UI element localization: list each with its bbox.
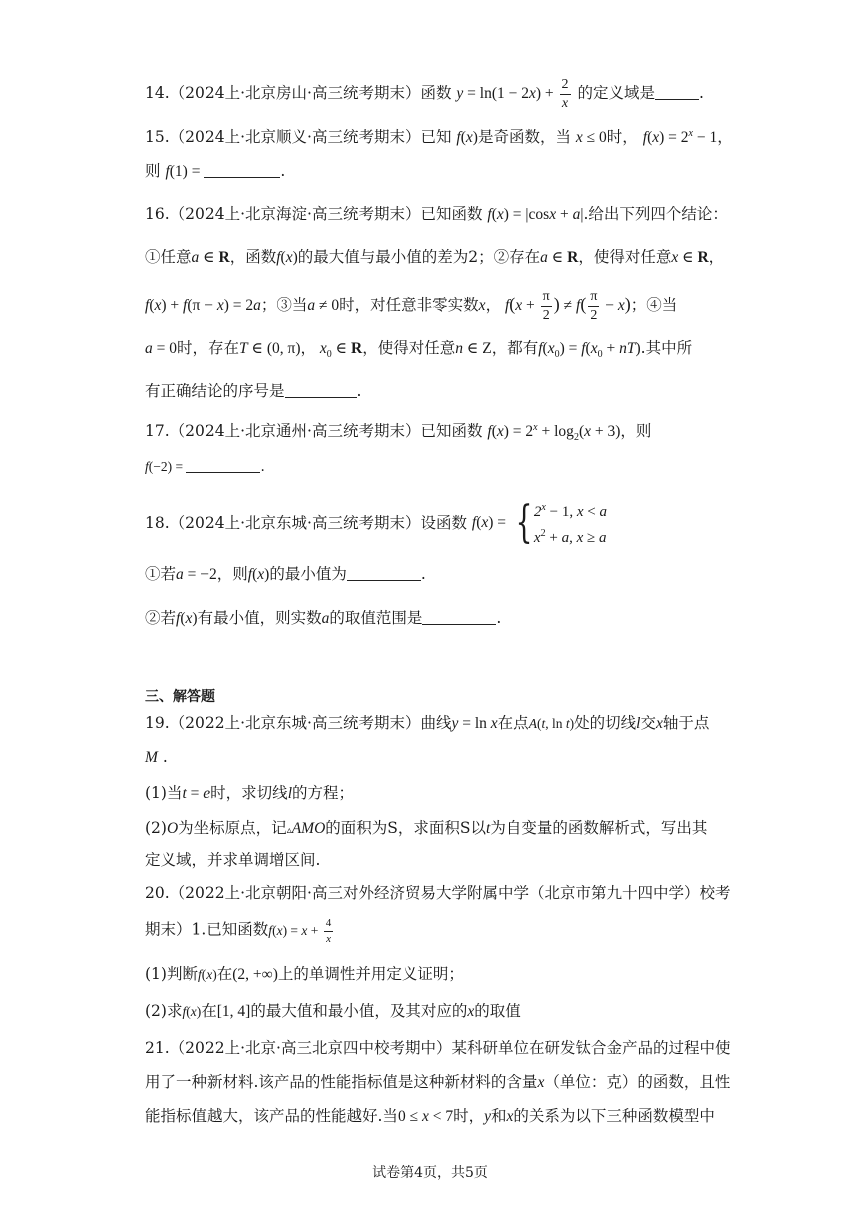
- q16-math: a = 0: [145, 340, 177, 357]
- answer-blank: [285, 382, 357, 398]
- q21-text: 的关系为以下三种函数模型中: [513, 1107, 715, 1125]
- q20-math: x: [467, 1003, 475, 1020]
- q19-text: (2): [145, 819, 167, 837]
- q19-math: x: [655, 715, 663, 732]
- question-20-part2: [145, 1000, 748, 1023]
- q21-text: 和: [491, 1107, 507, 1125]
- question-15: [145, 123, 748, 149]
- q18-math: a: [321, 610, 330, 627]
- q21-math: x: [506, 1108, 514, 1125]
- q20-math: (2, +∞): [232, 966, 278, 983]
- q15-mid2: 时，: [606, 128, 638, 147]
- q16-text: ；③当: [260, 296, 308, 315]
- q19-text: 19.（2022上·北京东城·高三统考期末）曲线: [145, 714, 452, 732]
- q19-text: 为自变量的函数解析式，写出其: [490, 819, 708, 837]
- question-16-line3: [145, 289, 748, 323]
- question-19-part2: [145, 817, 748, 842]
- q16-text: 的最大值与最小值的差为2；②存在: [297, 248, 541, 266]
- answer-blank: [204, 162, 280, 178]
- q21-text: 21.（2022上·北京·高三北京四中校考期中）某科研单位在研发钛合金产品的过程中使: [145, 1039, 731, 1057]
- q19-text: 定义域，并求单调增区间.: [145, 851, 321, 869]
- question-19-part2-line2: [145, 849, 748, 871]
- q14-suffix: 的定义域是: [577, 84, 655, 103]
- q20-math: [1, 4]: [216, 1003, 251, 1020]
- q16-math: a ∈ R: [540, 249, 579, 266]
- section-heading: 三、解答题: [145, 689, 215, 705]
- q19-math: t: [486, 820, 491, 837]
- q16-text: ①任意: [145, 248, 192, 266]
- q19-text: 轴于点: [662, 714, 710, 732]
- q20-formula: f(x) = x + $\frac{4}{x}$: [268, 917, 332, 945]
- q16-math: a ≠ 0: [307, 297, 340, 315]
- q18-text: ②若: [145, 609, 177, 627]
- q21-math: x: [537, 1074, 545, 1091]
- q18-formula: f(x) =: [471, 514, 510, 531]
- q20-math: f(x): [182, 1004, 202, 1019]
- question-17: [145, 417, 748, 449]
- question-14: 14.（2024上·北京房山·高三统考期末）函数 y = ln(1 − 2x) + $\frac{2}{x}$ 的定义域是 .: [145, 77, 704, 111]
- q16-formula: f(x) = |cosx + a|: [487, 206, 584, 223]
- q15-line2-prefix: 则: [145, 162, 161, 180]
- q16-text: .其中所: [640, 339, 693, 357]
- q17-suffix: ，则: [620, 422, 652, 441]
- q20-text: (2)求: [145, 1002, 183, 1020]
- q19-math: O: [166, 820, 179, 837]
- q19-math: y = ln x: [451, 715, 498, 732]
- answer-blank: [655, 84, 699, 100]
- q21-text: 时，: [453, 1107, 485, 1125]
- q20-text: (1)判断: [145, 965, 198, 983]
- q19-math: ▵AMO: [286, 820, 326, 837]
- q20-text: 20.（2022上·北京朝阳·高三对外经济贸易大学附属中学（北京市第九十四中学）校考: [145, 884, 731, 902]
- q16-text: ；④当: [630, 296, 678, 315]
- q16-prefix: 16.（2024上·北京海淀·高三统考期末）已知函数: [145, 205, 483, 223]
- q16-math: a ∈ R: [191, 249, 230, 266]
- brace-icon: {: [515, 497, 533, 548]
- q19-text: 的面积为S，求面积S以: [325, 819, 487, 837]
- q17-formula: $f(x) = 2^x + \log_2(x + 3)$: [487, 422, 621, 444]
- question-18-sub2: ②若f(x)有最小值，则实数a的取值范围是 .: [145, 609, 502, 627]
- question-16-line4: [145, 337, 748, 366]
- q16-text: ，都有: [491, 339, 539, 357]
- q16-math: T ∈ (0, π)， $x_0$ ∈ R: [239, 340, 363, 361]
- q19-text: 的方程；: [292, 784, 355, 802]
- question-18-sub1: ①若a = −2，则f(x)的最小值为 .: [145, 565, 426, 583]
- q18-text: 的最小值为: [269, 565, 347, 583]
- q20-text: 在: [201, 1002, 217, 1020]
- q16-math: x ∈ R，: [671, 249, 725, 266]
- question-17-line2: f(−2) = .: [145, 459, 265, 475]
- q18-text: ，则: [216, 565, 248, 583]
- question-20-line2: [145, 918, 748, 948]
- page-footer: 试卷第4页，共5页: [372, 1165, 488, 1181]
- q21-text: （单位：克）的函数，且性: [544, 1073, 731, 1091]
- q15-def: $f(x) = 2^x - 1$，: [642, 128, 733, 147]
- q19-math: l: [636, 715, 641, 732]
- q14-formula: y = ln(1 − 2x) + $\frac{2}{x}$: [456, 77, 569, 111]
- q20-text: 的最大值和最小值，及其对应的: [250, 1002, 468, 1020]
- question-16-line5: 有正确结论的序号是 .: [145, 382, 362, 400]
- q18-math: f(x): [176, 610, 198, 627]
- q16-math: f(x) + f(π − x) = 2a: [145, 297, 261, 315]
- question-19-part1: [145, 782, 748, 805]
- q16-text: ，使得对任意: [362, 339, 456, 357]
- question-19: [145, 712, 748, 735]
- question-21: [145, 1037, 748, 1059]
- q21-text: 用了一种新材料.该产品的性能指标值是这种新材料的含量: [145, 1073, 538, 1091]
- q18-prefix: 18.（2024上·北京东城·高三统考期末）设函数: [145, 514, 467, 532]
- question-18: [145, 497, 748, 548]
- q17-fm2: f(−2) =: [145, 459, 187, 474]
- q15-prefix: 15.（2024上·北京顺义·高三统考期末）已知: [145, 128, 452, 147]
- question-19-line2: M .: [145, 748, 168, 766]
- q15-cond: x ≤ 0: [575, 129, 607, 147]
- q16-math: n ∈ Z: [455, 340, 492, 357]
- q19-math: l: [287, 785, 292, 802]
- q19-text: (1)当: [145, 784, 183, 802]
- question-16-line2: [145, 246, 748, 269]
- q16-text: ，使得对任意: [578, 248, 672, 266]
- q19-text: 交: [640, 714, 656, 732]
- q18-text: 有最小值，则实数: [197, 609, 322, 627]
- q17-prefix: 17.（2024上·北京通州·高三统考期末）已知函数: [145, 422, 483, 441]
- q20-math: f(x): [197, 967, 217, 982]
- question-15-line2: 则 f(1) = .: [145, 162, 286, 180]
- q16-suffix: .给出下列四个结论：: [583, 205, 728, 223]
- question-20-part1: [145, 963, 748, 986]
- q14-prefix: 14.（2024上·北京房山·高三统考期末）函数: [145, 84, 452, 103]
- q19-math: M: [145, 749, 158, 766]
- q16-math: x， f(x + $\frac{\pi}{2}$ ) ≠ f( $\frac{\pi}{2}$ − x): [478, 289, 631, 323]
- q20-text: 的取值: [474, 1002, 521, 1020]
- question-16: [145, 203, 748, 226]
- q21-text: 能指标值越大，该产品的性能越好.当: [145, 1107, 398, 1125]
- q18-cases: $2^x - 1$, x < a $x^2 + a$, x ≥ a: [533, 502, 607, 546]
- q15-f1: f(1) =: [165, 163, 205, 180]
- q18-math: f(x): [247, 566, 270, 583]
- q19-text: 为坐标原点，记: [178, 819, 287, 837]
- q16-text: ，函数: [229, 248, 277, 266]
- answer-blank: [347, 565, 421, 581]
- q16-math: $f(x_0) = f(x_0 + nT)$: [538, 340, 641, 361]
- q15-fx: f(x): [456, 129, 478, 147]
- q20-text: 在: [216, 965, 233, 983]
- q18-text: 的取值范围是: [329, 609, 423, 627]
- answer-blank: [186, 457, 260, 473]
- question-21-line2: [145, 1071, 748, 1094]
- q19-math: A(t, ln t): [528, 716, 575, 731]
- answer-blank: [422, 609, 496, 625]
- q19-text: 处的切线: [574, 714, 637, 732]
- q15-mid1: 是奇函数，当: [477, 128, 571, 147]
- q21-math: y: [484, 1108, 491, 1125]
- q16-text: 有正确结论的序号是: [145, 382, 285, 400]
- q19-text: 在点: [497, 714, 529, 732]
- q16-text: 时，对任意非零实数: [339, 296, 479, 315]
- q18-text: ①若: [145, 565, 177, 583]
- q16-math: f(x): [276, 249, 298, 266]
- q21-math: 0 ≤ x < 7: [397, 1108, 454, 1125]
- q20-text: 上的单调性并用定义证明；: [277, 965, 464, 983]
- q16-text: 时，存在: [177, 339, 240, 357]
- q20-text: 期末）1.已知函数: [145, 920, 269, 939]
- question-21-line3: [145, 1105, 748, 1128]
- q19-text: 时，求切线: [210, 784, 288, 802]
- question-20: [145, 882, 748, 904]
- q19-math: t = e: [182, 785, 211, 802]
- q18-math: a = −2: [176, 566, 217, 583]
